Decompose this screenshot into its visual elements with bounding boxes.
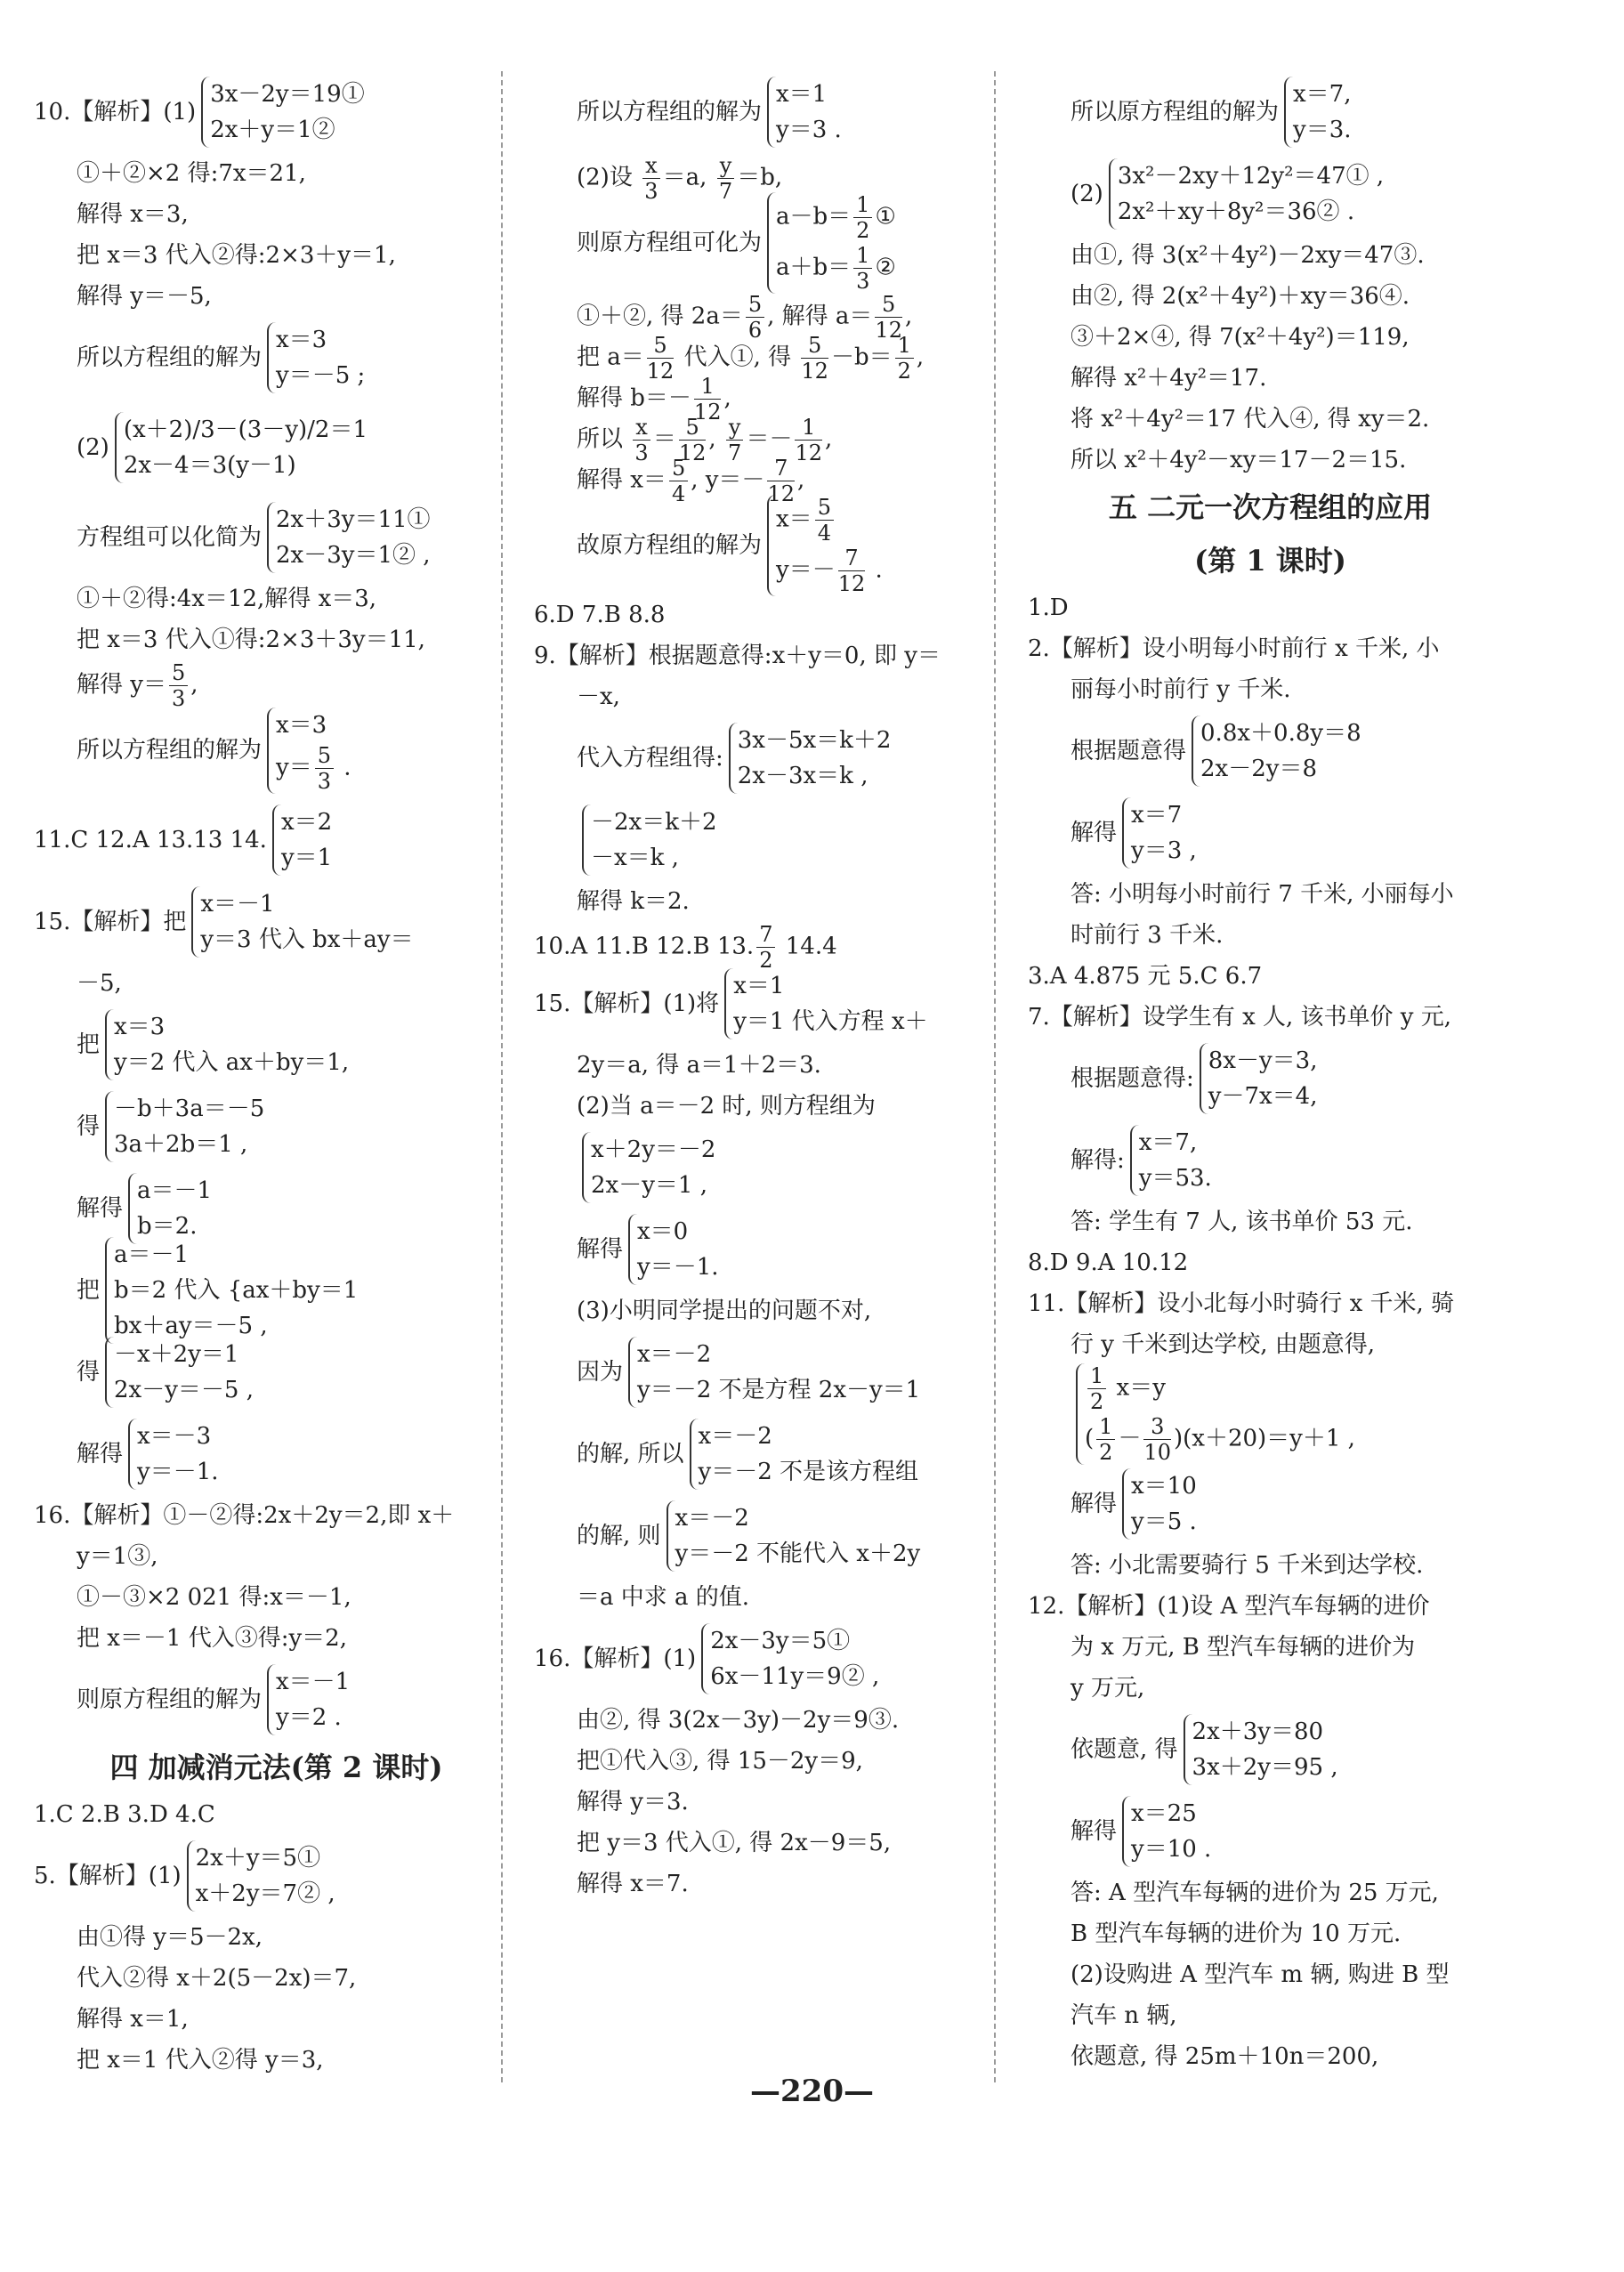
text-line: 6.D 7.B 8.8 bbox=[534, 602, 666, 628]
text-line: 依题意, 得 2x＋3y＝80 3x＋2y＝95 , bbox=[1028, 1709, 1513, 1791]
text-line: (2) 3x²－2xy＋12y²＝47① , 2x²＋xy＋8y²＝36② . bbox=[1028, 153, 1513, 235]
text-line: 把 x＝3 y＝2 代入 ax＋by＝1, bbox=[34, 1004, 519, 1086]
text-line: 丽每小时前行 y 千米. bbox=[1071, 676, 1291, 703]
text-line: －5, bbox=[77, 970, 122, 997]
text-line: 所以方程组的解为 x＝3 y＝ $\frac{5}{3}$ . bbox=[34, 701, 519, 799]
section-heading: 五 二元一次方程组的应用 bbox=[1108, 490, 1433, 524]
column-left bbox=[34, 71, 519, 2081]
page-number: —220— bbox=[750, 2074, 874, 2109]
text-line: (2)当 a＝－2 时, 则方程组为 bbox=[577, 1093, 876, 1120]
text-line: 把 a＝－1 b＝2 代入 {ax＋by＝1 bx＋ay＝－5 , bbox=[34, 1249, 519, 1331]
section-heading: 四 加减消元法(第 2 课时) bbox=[109, 1750, 443, 1784]
text-line: 依题意, 得 25m＋10n＝200, bbox=[1071, 2043, 1379, 2070]
text-line: 16.【解析】(1) 2x－3y＝5① 6x－11y＝9② , bbox=[534, 1618, 1019, 1700]
text-line: (2)设购进 A 型汽车 m 辆, 购进 B 型 bbox=[1071, 1961, 1450, 1988]
text-line: 解得 a＝－1 b＝2. bbox=[34, 1168, 519, 1249]
text-line: ①＋②×2 得:7x＝21, bbox=[77, 160, 306, 187]
text-line: 代入方程组得: 3x－5x＝k＋2 2x－3x＝k , bbox=[534, 717, 1019, 799]
text-line: 则原方程组可化为 a－b＝ $\frac{1}{2}$ ① a＋b＝ $\frac{1}{3}$ ② bbox=[577, 192, 896, 294]
text-line: 把①代入③, 得 15－2y＝9, bbox=[577, 1748, 863, 1775]
text-line: 为 x 万元, B 型汽车每辆的进价为 bbox=[1071, 1634, 1416, 1661]
text-line: 2y＝a, 得 a＝1＋2＝3. bbox=[577, 1052, 821, 1079]
text-line: 解得 x＝1, bbox=[77, 2006, 189, 2033]
text-line: 方程组可以化简为 2x＋3y＝11① 2x－3y＝1② , bbox=[34, 497, 519, 578]
text-line: ①－③×2 021 得:x＝－1, bbox=[77, 1584, 351, 1611]
text-line: 答: 小明每小时前行 7 千米, 小丽每小 bbox=[1071, 881, 1454, 908]
text-line: 解得 x＝10 y＝5 . bbox=[1028, 1463, 1513, 1545]
text-line: 时前行 3 千米. bbox=[1071, 922, 1224, 949]
text-line: 代入②得 x＋2(5－2x)＝7, bbox=[77, 1965, 357, 1992]
text-line: ③＋2×④, 得 7(x²＋4y²)＝119, bbox=[1071, 324, 1410, 351]
text-line: 得 －b＋3a＝－5 3a＋2b＝1 , bbox=[34, 1086, 519, 1168]
text-line: 12.【解析】(1)设 A 型汽车每辆的进价 bbox=[1028, 1593, 1430, 1620]
text-line: 行 y 千米到达学校, 由题意得, bbox=[1071, 1331, 1376, 1358]
text-line: 的解, 所以 x＝－2 y＝－2 不是该方程组 bbox=[534, 1413, 1019, 1495]
text-line: 1.C 2.B 3.D 4.C bbox=[34, 1801, 215, 1828]
text-line: 15.【解析】把 x＝－1 y＝3 代入 bx＋ay＝ bbox=[34, 881, 519, 963]
text-line: 把 x＝3 代入①得:2×3＋3y＝11, bbox=[77, 627, 425, 653]
text-line: 解得 x＝7. bbox=[577, 1871, 689, 1897]
text-line: (2) (x＋2)/3－(3－y)/2＝1 2x－4＝3(y－1) bbox=[34, 399, 519, 497]
text-line: 根据题意得: 8x－y＝3, y－7x＝4, bbox=[1028, 1038, 1513, 1120]
text-line: 解得 x＝7 y＝3 , bbox=[1028, 792, 1513, 874]
text-line: 7.【解析】设学生有 x 人, 该书单价 y 元, bbox=[1028, 1004, 1452, 1031]
text-line: 解得 y＝－5, bbox=[77, 283, 212, 310]
text-line: $\frac{1}{2}$ x＝y ( $\frac{1}{2}$ － $\frac{3}{10}$ )(x＋20)＝y＋1 , bbox=[1028, 1365, 1513, 1463]
text-line: 得 －x＋2y＝1 2x－y＝－5 , bbox=[34, 1331, 519, 1413]
text-line: 16.【解析】①－②得:2x＋2y＝2,即 x＋ bbox=[34, 1502, 455, 1529]
text-line: 答: 小北需要骑行 5 千米到达学校. bbox=[1071, 1552, 1424, 1579]
text-line: 解得 x²＋4y²＝17. bbox=[1071, 365, 1267, 392]
text-line: 解得 x＝－3 y＝－1. bbox=[34, 1413, 519, 1495]
text-line: 因为 x＝－2 y＝－2 不是方程 2x－y＝1 bbox=[534, 1331, 1019, 1413]
text-line: 解得 k＝2. bbox=[577, 888, 690, 915]
text-line: ①＋②得:4x＝12,解得 x＝3, bbox=[77, 586, 377, 612]
text-line: 所以 $\frac{x}{3}$ ＝ $\frac{5}{12}$ , $\frac{y}{7}$ ＝－ $\frac{1}{12}$ , bbox=[577, 415, 833, 465]
text-line: 9.【解析】根据题意得:x＋y＝0, 即 y＝ bbox=[534, 643, 941, 669]
text-line: 由②, 得 2(x²＋4y²)＋xy＝36④. bbox=[1071, 283, 1410, 310]
text-line: 5.【解析】(1) 2x＋y＝5① x＋2y＝7② , bbox=[34, 1835, 519, 1917]
text-line: 所以方程组的解为 x＝3 y＝－5 ; bbox=[34, 317, 519, 399]
text-line: 11.C 12.A 13.13 14. x＝2 y＝1 bbox=[34, 799, 519, 881]
text-line: 解得 x＝3, bbox=[77, 201, 189, 228]
text-line: －x, bbox=[577, 683, 620, 710]
text-line: 15.【解析】(1)将 x＝1 y＝1 代入方程 x＋ bbox=[534, 963, 1019, 1045]
text-line: 把 x＝3 代入②得:2×3＋y＝1, bbox=[77, 242, 396, 269]
text-line: 解得 b＝－ $\frac{1}{12}$ , bbox=[577, 374, 731, 424]
text-line: 把 y＝3 代入①, 得 2x－9＝5, bbox=[577, 1830, 892, 1856]
text-line: 根据题意得 0.8x＋0.8y＝8 2x－2y＝8 bbox=[1028, 710, 1513, 792]
text-line: 解得 y＝ $\frac{5}{3}$ , bbox=[77, 660, 198, 711]
text-line: 解得 x＝ $\frac{5}{4}$ , y＝－ $\frac{7}{12}$ , bbox=[577, 456, 805, 506]
text-line: 答: A 型汽车每辆的进价为 25 万元, bbox=[1071, 1880, 1439, 1906]
text-line: 解得 x＝25 y＝10 . bbox=[1028, 1791, 1513, 1872]
text-line: 由②, 得 3(2x－3y)－2y＝9③. bbox=[577, 1707, 900, 1734]
section-heading: (第 1 课时) bbox=[1194, 544, 1346, 578]
text-line: y 万元, bbox=[1071, 1675, 1145, 1702]
text-line: (3)小明同学提出的问题不对, bbox=[577, 1298, 872, 1324]
text-line: 所以方程组的解为 x＝1 y＝3 . bbox=[534, 71, 1019, 153]
text-line: 答: 学生有 7 人, 该书单价 53 元. bbox=[1071, 1209, 1413, 1235]
column-middle bbox=[534, 71, 1019, 1904]
text-line: ＝a 中求 a 的值. bbox=[577, 1584, 750, 1611]
text-line: 11.【解析】设小北每小时骑行 x 千米, 骑 bbox=[1028, 1290, 1455, 1317]
text-line: 解得: x＝7, y＝53. bbox=[1028, 1120, 1513, 1201]
text-line: 所以原方程组的解为 x＝7, y＝3. bbox=[1028, 71, 1513, 153]
text-line: x＋2y＝－2 2x－y＝1 , bbox=[534, 1127, 1019, 1209]
text-line: ①＋②, 得 2a＝ $\frac{5}{6}$ , 解得 a＝ $\frac{5}{12}$ , bbox=[577, 292, 913, 343]
text-line: 10.A 11.B 12.B 13. $\frac{7}{2}$ 14.4 bbox=[534, 922, 837, 973]
text-line: 1.D bbox=[1028, 594, 1069, 621]
text-line: 把 x＝－1 代入③得:y＝2, bbox=[77, 1625, 347, 1652]
text-line: 解得 y＝3. bbox=[577, 1789, 689, 1815]
text-line: 2.【解析】设小明每小时前行 x 千米, 小 bbox=[1028, 635, 1440, 662]
text-line: 由①, 得 3(x²＋4y²)－2xy＝47③. bbox=[1071, 242, 1425, 269]
column-right bbox=[1028, 71, 1513, 2077]
text-line: (2)设 $\frac{x}{3}$ ＝a, $\frac{y}{7}$ ＝b, bbox=[577, 153, 783, 204]
text-line: 8.D 9.A 10.12 bbox=[1028, 1249, 1189, 1276]
text-line: B 型汽车每辆的进价为 10 万元. bbox=[1071, 1920, 1402, 1947]
text-line: 把 x＝1 代入②得 y＝3, bbox=[77, 2047, 324, 2074]
text-line: 则原方程组的解为 x＝－1 y＝2 . bbox=[34, 1659, 519, 1741]
text-line: 所以 x²＋4y²－xy＝17－2＝15. bbox=[1071, 447, 1407, 473]
text-line: 解得 x＝0 y＝－1. bbox=[534, 1209, 1019, 1290]
text-line: 的解, 则 x＝－2 y＝－2 不能代入 x＋2y bbox=[534, 1495, 1019, 1577]
text-line: －2x＝k＋2 －x＝k , bbox=[534, 799, 1019, 881]
text-line: 10.【解析】(1) 3x－2y＝19① 2x＋y＝1② bbox=[34, 71, 519, 153]
text-line: 故原方程组的解为 x＝ $\frac{5}{4}$ y＝－ $\frac{7}{12}$ . bbox=[577, 495, 883, 596]
text-line: 把 a＝ $\frac{5}{12}$ 代入①, 得 $\frac{5}{12}$ －b＝ $\frac{1}{2}$ , bbox=[577, 333, 925, 384]
text-line: 由①得 y＝5－2x, bbox=[77, 1924, 263, 1951]
text-line: 汽车 n 辆, bbox=[1071, 2002, 1177, 2029]
text-line: 将 x²＋4y²＝17 代入④, 得 xy＝2. bbox=[1071, 406, 1430, 433]
text-line: y＝1③, bbox=[77, 1543, 158, 1570]
text-line: 3.A 4.875 元 5.C 6.7 bbox=[1028, 963, 1263, 990]
